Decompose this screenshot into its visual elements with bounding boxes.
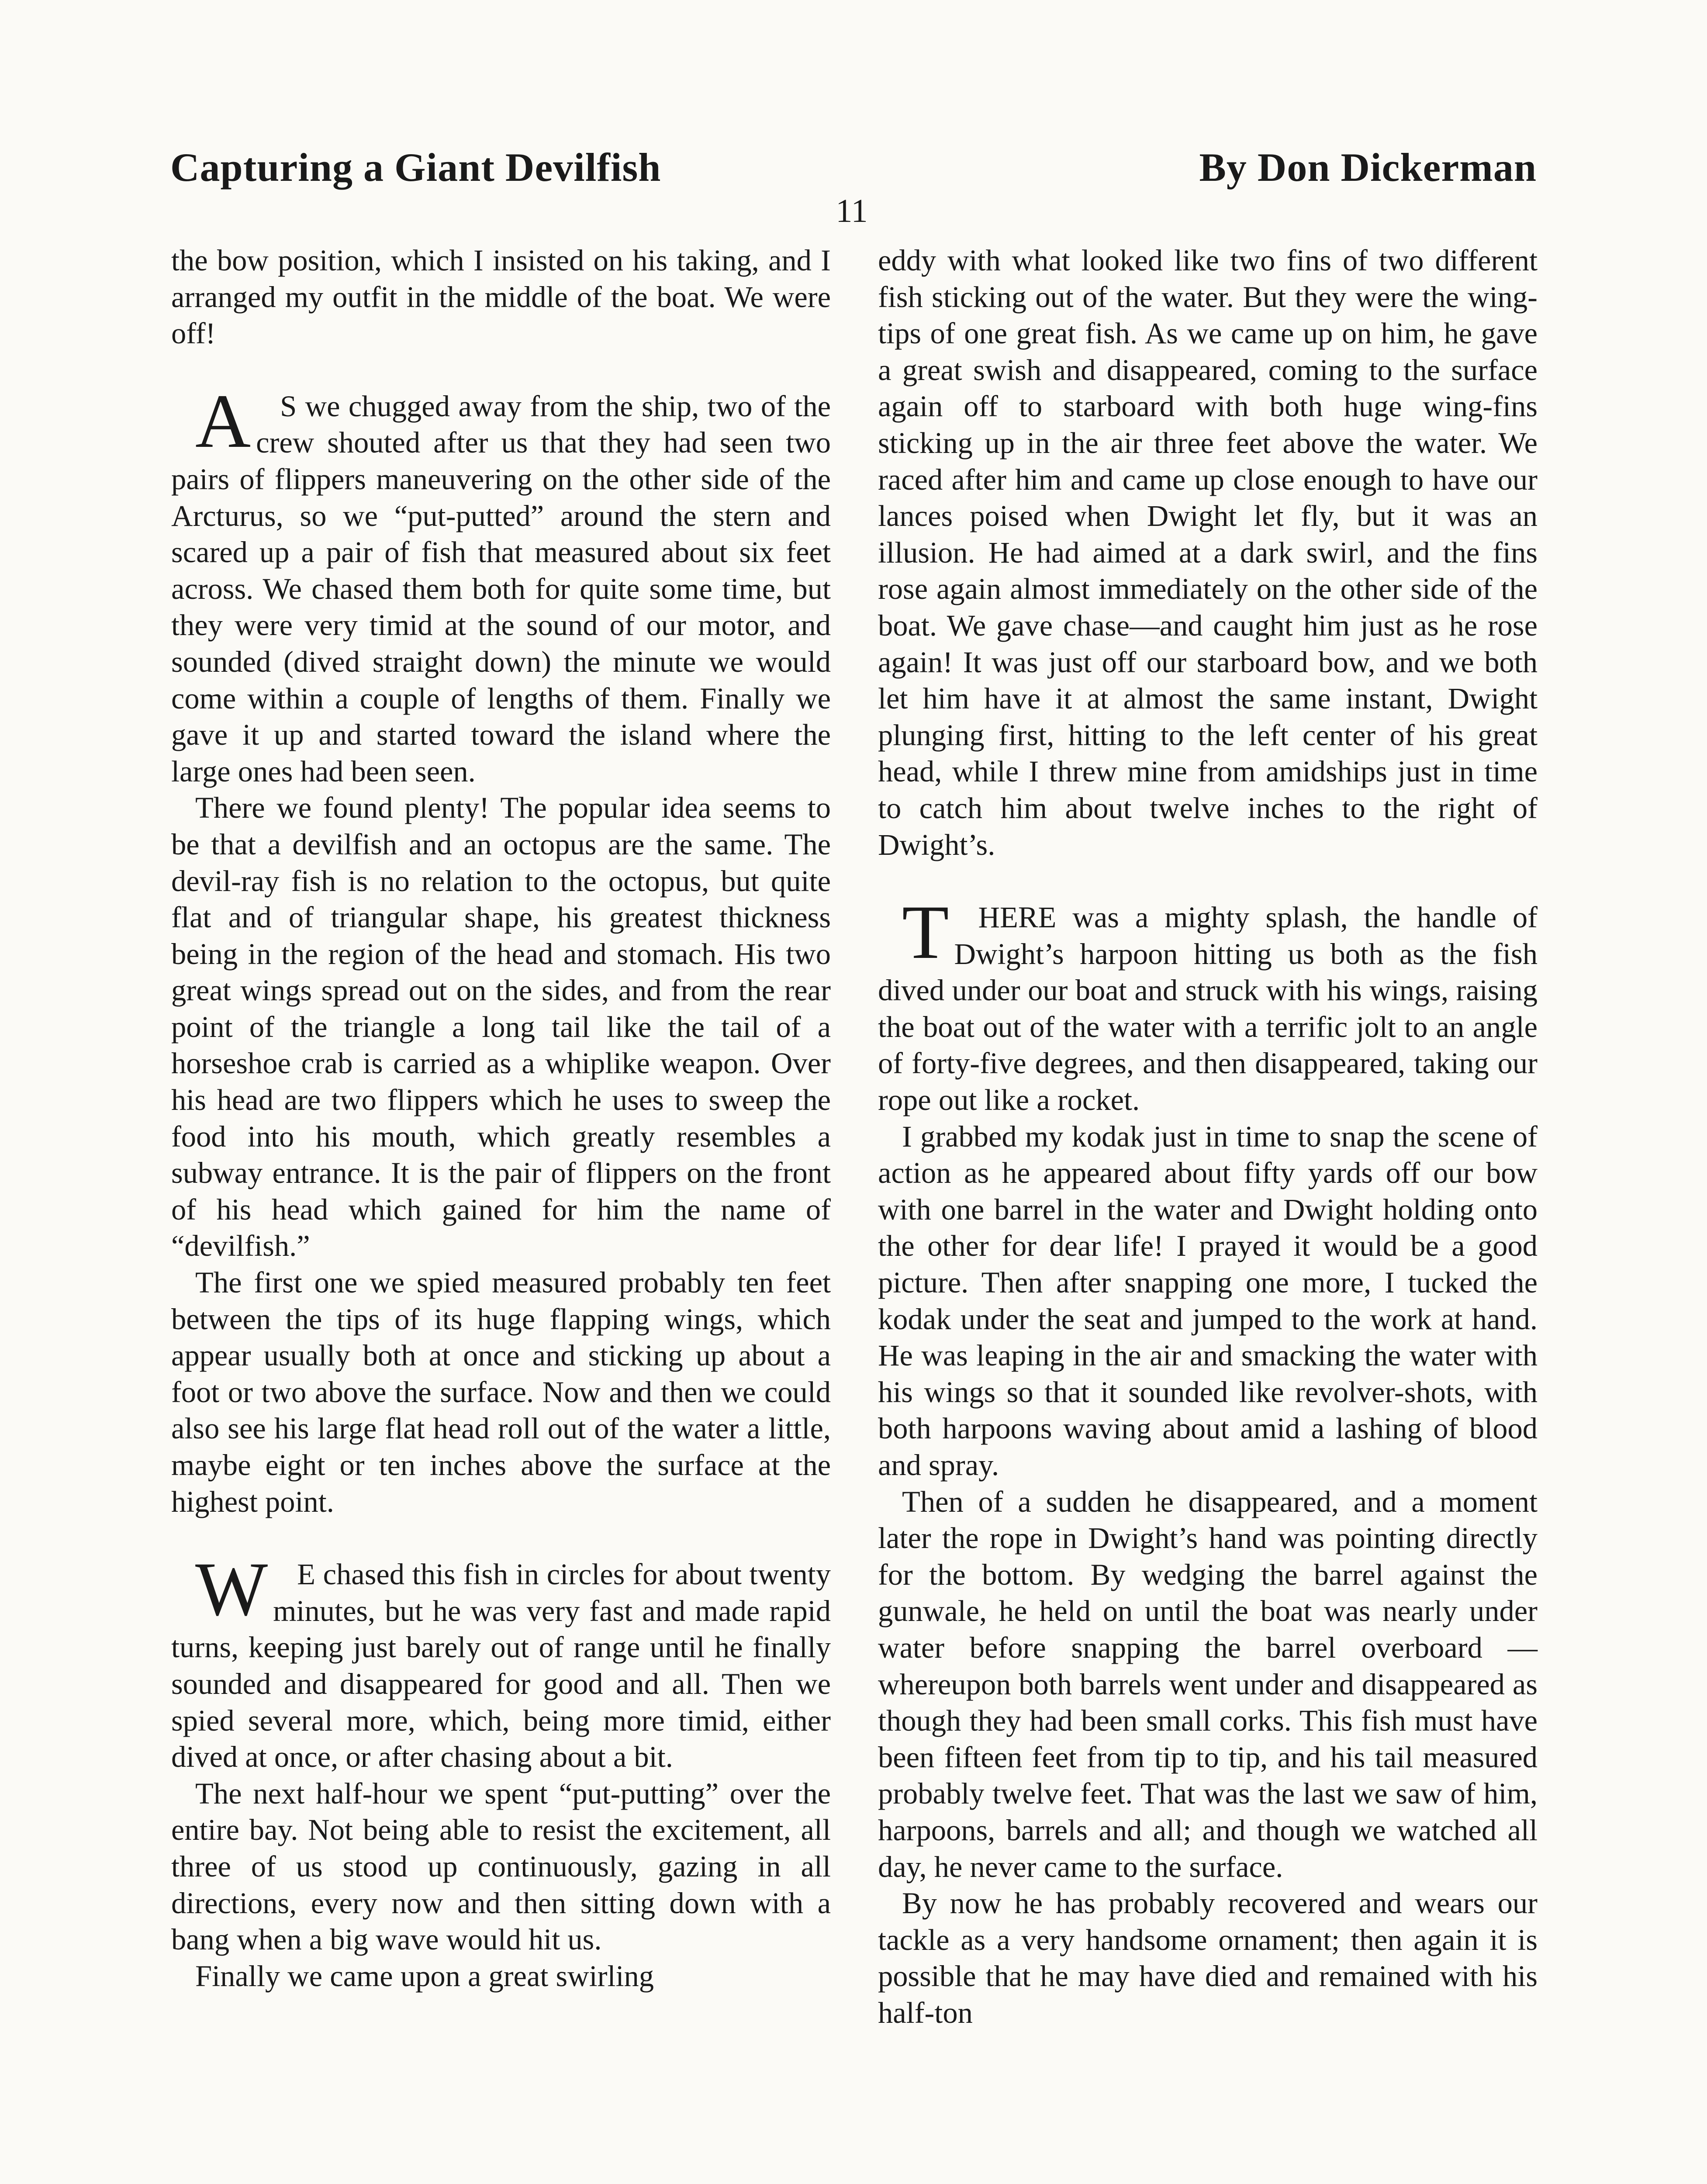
paragraph-text: HERE was a mighty splash, the handle of Dwight’s harpoon hitting us both as the fish dived under our boat and struck with his wings, raising the boat out of the water with a terrific jolt to an angle of forty-five degrees, and then disappeared, taking our rope out like a rocket. xyxy=(878,901,1538,1117)
article-title: Capturing a Giant Devilfish xyxy=(170,145,661,190)
paragraph-with-drop-cap xyxy=(171,1547,831,1776)
paragraph-with-drop-cap xyxy=(171,378,831,790)
paragraph: There we found plenty! The popular idea seems to be that a devilfish and an octopus are the same. The devil-ray fish is no relation to the octopus, but quite flat and of triangular shape, his greatest thickness being in the region of the head and stomach. His two great wings spread out on the sides, and from the rear point of the triangle a long tail like the tail of a horseshoe crab is carried as a whiplike weapon. Over his head are two flippers which he uses to sweep the food into his mouth, which greatly resembles a subway entrance. It is the pair of flippers on the front of his head which gained for him the name of “devilfish.” xyxy=(171,791,831,1263)
paragraph: Then of a sudden he disappeared, and a moment later the rope in Dwight’s hand was pointing directly for the bottom. By wedging the barrel against the gunwale, he held on until the boat was nearly under water before snapping the barrel overboard —whereupon both barrels went under and disappeared as though they had been small corks. This fish must have been fifteen feet from tip to tip, and his tail measured probably twelve feet. That was the last we saw of him, harpoons, barrels and all; and though we watched all day, he never came to the surface. xyxy=(878,1485,1538,1883)
paragraph: The next half-hour we spent “put-putting” over the entire bay. Not being able to resist the excitement, all three of us stood up continuously, gazing in all directions, every now and then sitting down with a bang when a big wave would hit us. xyxy=(171,1776,831,1956)
article-byline: By Don Dickerman xyxy=(1199,145,1537,190)
paragraph-text: E chased this fish in circles for about twenty minutes, but he was very fast and made rapid turns, keeping just barely out of range until he finally sounded and disappeared for good and all. Then we spied several more, which, being more timid, either dived at once, or after chasing about a bit. xyxy=(171,1558,831,1774)
drop-cap: T xyxy=(902,890,949,975)
right-text-column xyxy=(878,242,1538,2032)
paragraph: the bow position, which I insisted on his taking, and I arranged my outfit in the middle of the boat. We were off! xyxy=(171,244,831,350)
drop-cap: W xyxy=(195,1547,268,1632)
paragraph: The first one we spied measured probably ten feet between the tips of its huge flapping wings, which appear usually both at once and sticking up about a foot or two above the surface. Now and then we could also see his large flat head roll out of the water a little, maybe eight or ten inches above the surface at the highest point. xyxy=(171,1266,831,1518)
paragraph: Finally we came upon a great swirling xyxy=(195,1959,654,1993)
paragraph-text: S we chugged away from the ship, two of the crew shouted after us that they had seen two pairs of flippers maneuvering on the other side of the Arcturus, so we “put-putted” around the stern and scared up a pair of fish that measured about six feet across. We chased them both for quite some time, but they were very timid at the sound of our motor, and sounded (dived straight down) the minute we would come within a couple of lengths of them. Finally we gave it up and started toward the island where the large ones had been seen. xyxy=(171,389,831,788)
drop-cap: A xyxy=(195,378,251,464)
page-number: 11 xyxy=(836,193,868,229)
paragraph: I grabbed my kodak just in time to snap the scene of action as he appeared about fifty yards off our bow with one barrel in the water and Dwight holding onto the other for dear life! I prayed it would be a good picture. Then after snapping one more, I tucked the kodak under the seat and jumped to the work at hand. He was leaping in the air and smacking the water with his wings so that it sounded like revolver-shots, with both harpoons waving about amid a lashing of blood and spray. xyxy=(878,1120,1538,1482)
paragraph: eddy with what looked like two fins of two different fish sticking out of the water. But they were the wing-tips of one great fish. As we came up on him, he gave a great swish and disappeared, coming to the surface again off to starboard with both huge wing-fins sticking up in the air three feet above the water. We raced after him and came up close enough to have our lances poised when Dwight let fly, but it was an illusion. He had aimed at a dark swirl, and the fins rose again almost immediately on the other side of the boat. We gave chase—and caught him just as he rose again! It was just off our starboard bow, and we both let him have it at almost the same instant, Dwight plunging first, hitting to the left center of his great head, while I threw mine from amidships just in time to catch him about twelve inches to the right of Dwight’s. xyxy=(878,244,1538,861)
paragraph: By now he has probably recovered and wears our tackle as a very handsome ornament; then again it is possible that he may have died and remained with his half-ton xyxy=(878,1887,1538,2029)
paragraph-with-drop-cap xyxy=(878,890,1538,1119)
left-text-column xyxy=(171,242,831,1994)
